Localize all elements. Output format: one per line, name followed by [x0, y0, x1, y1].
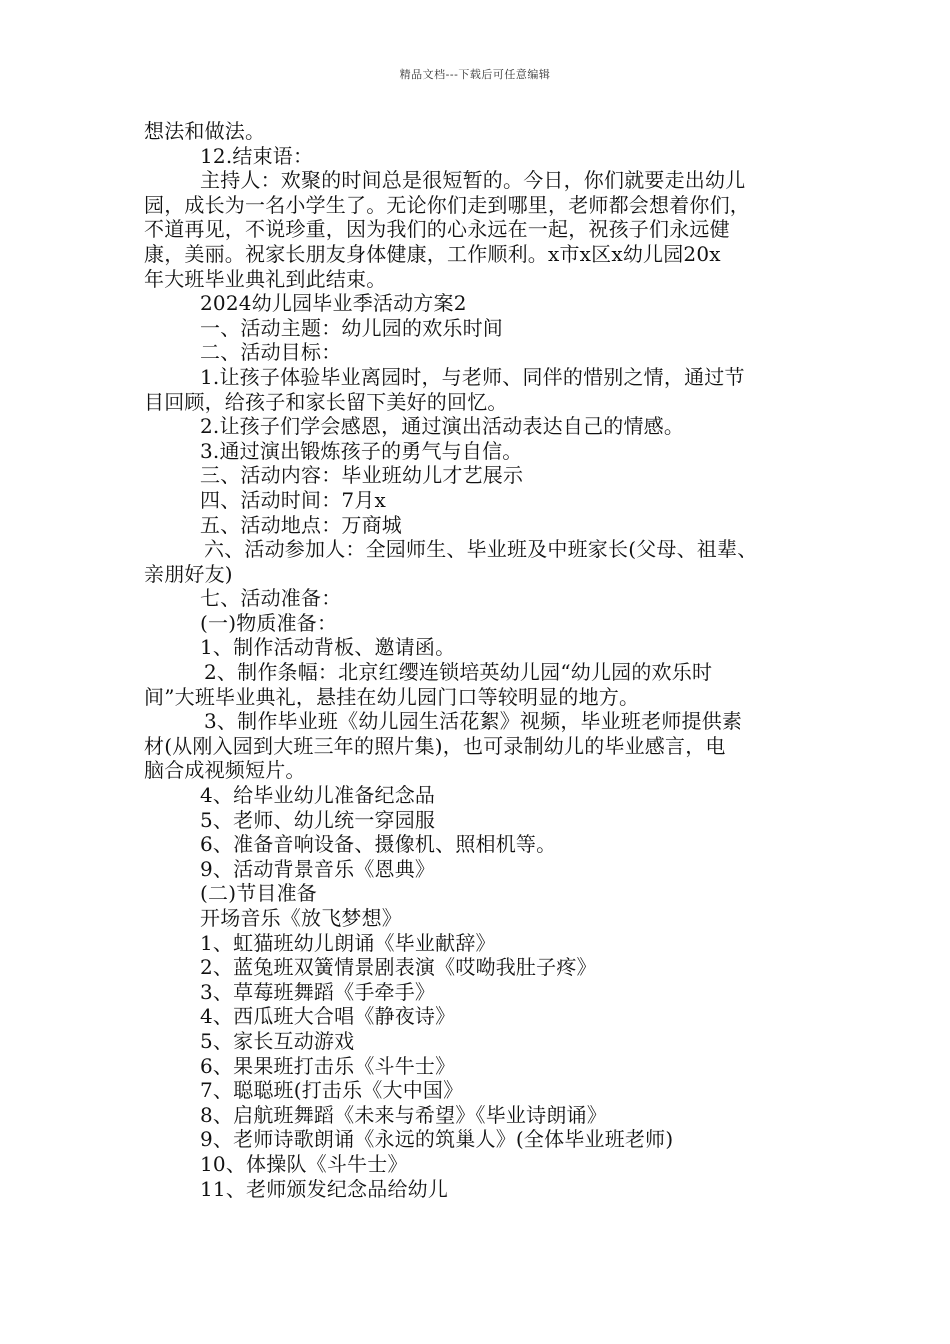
text-line: 4、给毕业幼儿准备纪念品 — [200, 783, 436, 808]
text-line: 主持人：欢聚的时间总是很短暂的。今日，你们就要走出幼儿 — [200, 168, 746, 193]
text-line: 亲朋好友) — [144, 561, 233, 586]
text-line: 康，美丽。祝家长朋友身体健康，工作顺利。x市x区x幼儿园20x — [144, 241, 721, 266]
text-line: 9、活动背景音乐《恩典》 — [200, 856, 436, 881]
text-line: 六、活动参加人：全园师生、毕业班及中班家长(父母、祖辈、 — [204, 537, 758, 562]
text-line: 3、制作毕业班《幼儿园生活花絮》视频，毕业班老师提供素 — [204, 709, 743, 734]
text-line: 6、果果班打击乐《斗牛士》 — [200, 1053, 456, 1078]
text-line: 11、老师颁发纪念品给幼儿 — [200, 1176, 449, 1201]
text-line: 2、蓝兔班双簧情景剧表演《哎呦我肚子疼》 — [200, 955, 597, 980]
text-line: 1、虹猫班幼儿朗诵《毕业献辞》 — [200, 930, 496, 955]
text-line: 9、老师诗歌朗诵《永远的筑巢人》(全体毕业班老师) — [200, 1127, 674, 1152]
text-line: (二)节目准备 — [200, 881, 318, 906]
text-line: 七、活动准备： — [200, 586, 342, 611]
text-line: 7、聪聪班(打击乐《大中国》 — [200, 1078, 464, 1103]
text-line: 5、家长互动游戏 — [200, 1028, 355, 1053]
text-line: 二、活动目标： — [200, 340, 342, 365]
text-line: 1、制作活动背板、邀请函。 — [200, 635, 456, 660]
text-line: 1.让孩子体验毕业离园时，与老师、同伴的惜别之情，通过节 — [200, 364, 745, 389]
text-line: 间”大班毕业典礼，悬挂在幼儿园门口等较明显的地方。 — [144, 684, 640, 709]
text-line: 材(从刚入园到大班三年的照片集)，也可录制幼儿的毕业感言，电 — [144, 733, 726, 758]
text-line: 4、西瓜班大合唱《静夜诗》 — [200, 1004, 456, 1029]
text-line: 五、活动地点：万商城 — [200, 512, 402, 537]
text-line: (一)物质准备： — [200, 610, 338, 635]
text-line: 园，成长为一名小学生了。无论你们走到哪里，老师都会想着你们， — [144, 192, 750, 217]
text-line: 5、老师、幼儿统一穿园服 — [200, 807, 436, 832]
text-line: 年大班毕业典礼到此结束。 — [144, 266, 387, 291]
text-line: 开场音乐《放飞梦想》 — [200, 906, 402, 930]
text-line: 10、体操队《斗牛士》 — [200, 1151, 408, 1176]
document-body — [144, 119, 834, 1201]
text-line: 2.让孩子们学会感恩，通过演出活动表达自己的情感。 — [200, 414, 685, 439]
text-line: 目回顾，给孩子和家长留下美好的回忆。 — [144, 389, 508, 414]
text-line: 3.通过演出锻炼孩子的勇气与自信。 — [200, 438, 523, 463]
text-line: 2024幼儿园毕业季活动方案2 — [200, 291, 467, 316]
text-line: 不道再见，不说珍重，因为我们的心永远在一起，祝孩子们永远健 — [144, 217, 730, 242]
text-line: 脑合成视频短片。 — [144, 758, 306, 783]
text-line: 三、活动内容：毕业班幼儿才艺展示 — [200, 463, 524, 488]
text-line: 8、启航班舞蹈《未来与希望》《毕业诗朗诵》 — [200, 1102, 607, 1127]
text-line: 想法和做法。 — [144, 119, 266, 143]
text-line: 2、制作条幅：北京红缨连锁培英幼儿园“幼儿园的欢乐时 — [204, 660, 713, 685]
text-line: 3、草莓班舞蹈《手牵手》 — [200, 979, 436, 1004]
text-line: 一、活动主题：幼儿园的欢乐时间 — [200, 315, 503, 340]
text-line: 12.结束语： — [200, 143, 314, 168]
page-header: 精品文档---下载后可任意编辑 — [399, 68, 551, 81]
text-line: 四、活动时间：7月x — [200, 487, 387, 512]
text-line: 6、准备音响设备、摄像机、照相机等。 — [200, 832, 557, 857]
